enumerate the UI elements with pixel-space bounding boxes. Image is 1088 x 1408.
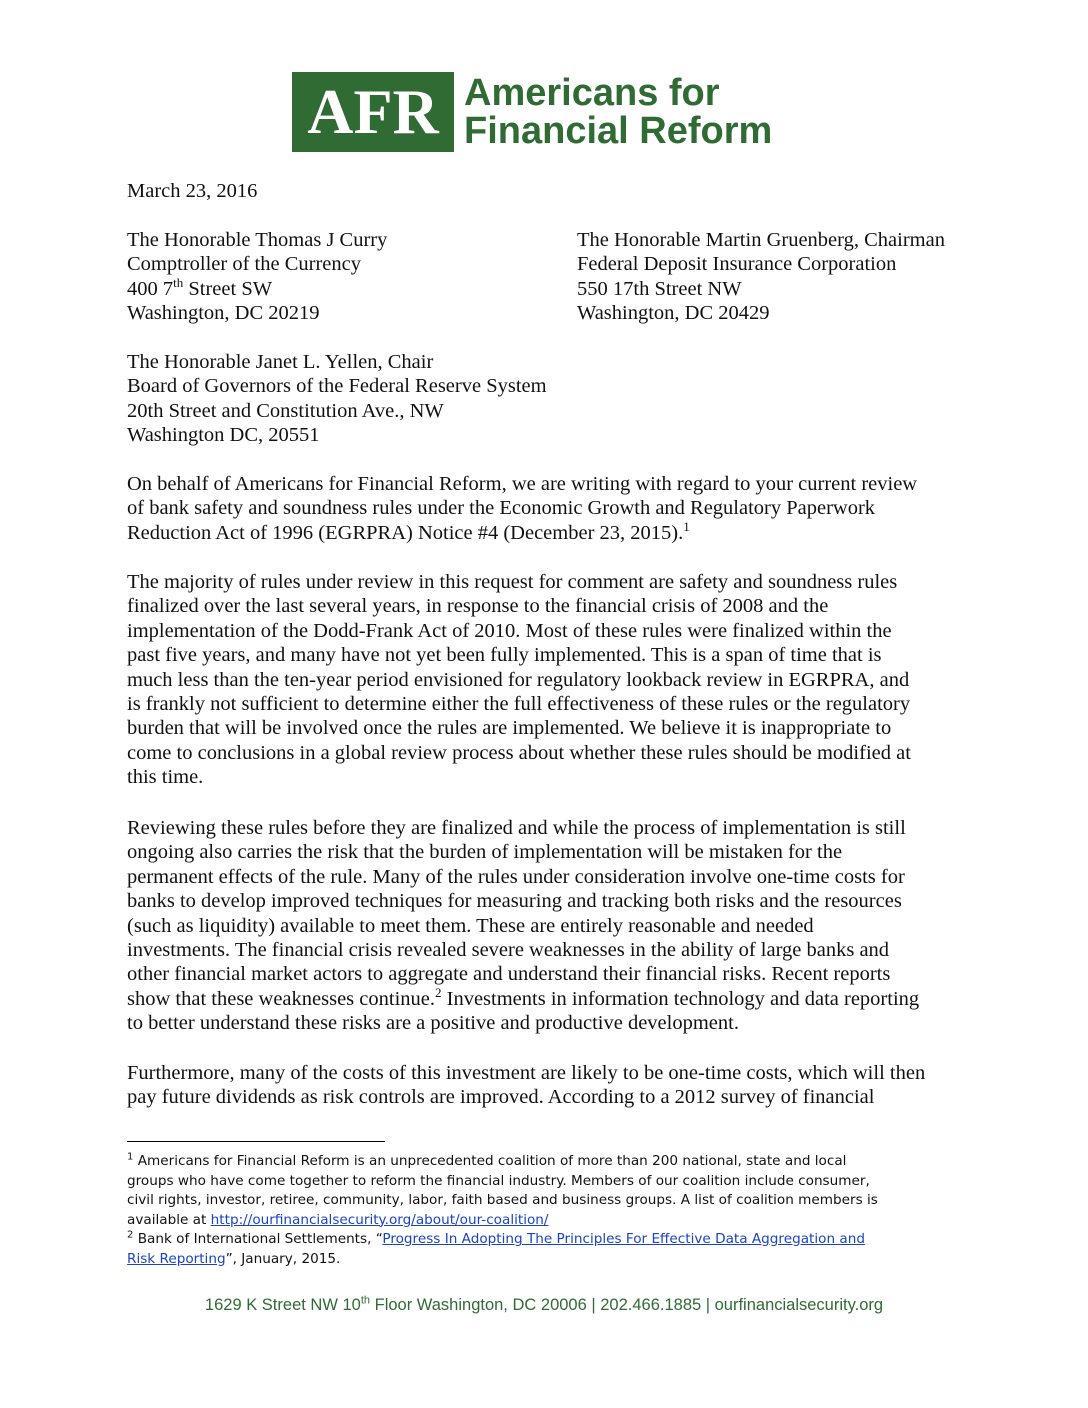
footnote-ref-1: 1 bbox=[683, 518, 690, 534]
recipient-city: Washington DC, 20551 bbox=[127, 424, 320, 447]
recipient-title: Federal Deposit Insurance Corporation bbox=[577, 253, 897, 276]
recipient-city: Washington, DC 20429 bbox=[577, 302, 770, 325]
recipient-name: The Honorable Thomas J Curry bbox=[127, 229, 388, 251]
paragraph-2: The majority of rules under review in this request for comment are safety and soundness rules finalized over the last several years, in response to the financial crisis of 2008 and the implementation of the Dodd-Frank Act of 2010. Most of these rules were finalized within the past five years, and many have not yet been fully implemented. This is a span of time that is much less than the ten-year period envisioned for regulatory lookback review in EGRPRA, and is frankly not sufficient to determine either the full effectiveness of these rules or the regulatory burden that will be involved once the rules are implemented. We believe it is inappropriate to come to conclusions in a global review process about whether these rules should be modified at this time. bbox=[127, 571, 911, 789]
logo-line-2: Financial Reform bbox=[464, 110, 773, 152]
recipient-name: The Honorable Martin Gruenberg, Chairman bbox=[577, 229, 945, 251]
recipient-street: 20th Street and Constitution Ave., NW bbox=[127, 399, 444, 422]
afr-logo-mark: AFR bbox=[292, 72, 454, 152]
recipient-street: 400 7th Street SW bbox=[127, 274, 273, 300]
coalition-link[interactable]: http://ourfinancialsecurity.org/about/our-coalition/ bbox=[210, 1211, 549, 1228]
recipient-occ bbox=[127, 228, 387, 326]
bis-report-link-cont[interactable]: Risk Reporting bbox=[127, 1250, 226, 1267]
afr-logo-wordmark bbox=[464, 74, 772, 150]
afr-logo bbox=[292, 72, 772, 152]
footnote-ref-2: 2 bbox=[435, 985, 442, 1001]
paragraph-4: Furthermore, many of the costs of this investment are likely to be one-time costs, which will then pay future dividends as risk controls are improved. According to a 2012 survey of financial bbox=[127, 1062, 926, 1109]
recipient-city: Washington, DC 20219 bbox=[127, 302, 320, 325]
footnote-1: $^1$ Americans for Financial Reform is an unprecedented coalition of more than 200 national, state and local bbox=[127, 1151, 847, 1169]
logo-line-1: Americans for bbox=[464, 72, 720, 114]
recipient-name: The Honorable Janet L. Yellen, Chair bbox=[127, 351, 434, 373]
recipient-fdic bbox=[577, 228, 945, 326]
bis-report-link[interactable]: Progress In Adopting The Principles For Effective Data Aggregation and bbox=[382, 1231, 865, 1247]
letter-date: March 23, 2016 bbox=[127, 180, 258, 202]
footnote-divider bbox=[127, 1141, 385, 1142]
recipient-title: Board of Governors of the Federal Reserve System bbox=[127, 375, 547, 398]
paragraph-1: On behalf of Americans for Financial Reform, we are writing with regard to your current review of bank safety and soundness rules under the Economic Growth and Regulatory Paperwork Reduction Act of 1996 (EGRPRA) Notice #4 (December 23, 2015).$^1$ bbox=[127, 473, 918, 544]
footnote-2: $^2$ Bank of International Settlements, “Progress In Adopting The Principles For Effective Data Aggregation and bbox=[127, 1229, 865, 1247]
letterhead-footer: 1629 K Street NW 10th Floor Washington, DC 20006 | 202.466.1885 | ourfinancialsecurity.org bbox=[204, 1294, 884, 1314]
recipient-fed bbox=[127, 350, 547, 448]
recipient-title: Comptroller of the Currency bbox=[127, 253, 361, 276]
footnotes: $^1$ Americans for Financial Reform is an unprecedented coalition of more than 200 national, state and local groups who have come together to reform the financial industry. Members of our coalition include consumer, civil rights, investor, retiree, community, labor, faith based and business groups. A list of coalition members is available at http://ourfinancialsecurity.org/about/our-coalition/ $^2$ Bank of International Settlements, “Progress In Adopting The Principles For Effective Data Aggregation and Risk Reporting”, January, 2015. bbox=[127, 1152, 967, 1269]
recipient-street: 550 17th Street NW bbox=[577, 277, 742, 300]
paragraph-3: Reviewing these rules before they are finalized and while the process of implementation is still ongoing also carries the risk that the burden of implementation will be mistaken for the permanent effects of the rule. Many of the rules under consideration involve one-time costs for banks to develop improved techniques for measuring and tracking both risks and the resources (such as liquidity) available to meet them. These are entirely reasonable and needed investments. The financial crisis revealed severe weaknesses in the ability of large banks and other financial market actors to aggregate and understand their financial risks. Recent reports show that these weaknesses continue.$^2$ Investments in information technology and data reporting to better understand these risks are a positive and productive development. bbox=[127, 817, 920, 1035]
